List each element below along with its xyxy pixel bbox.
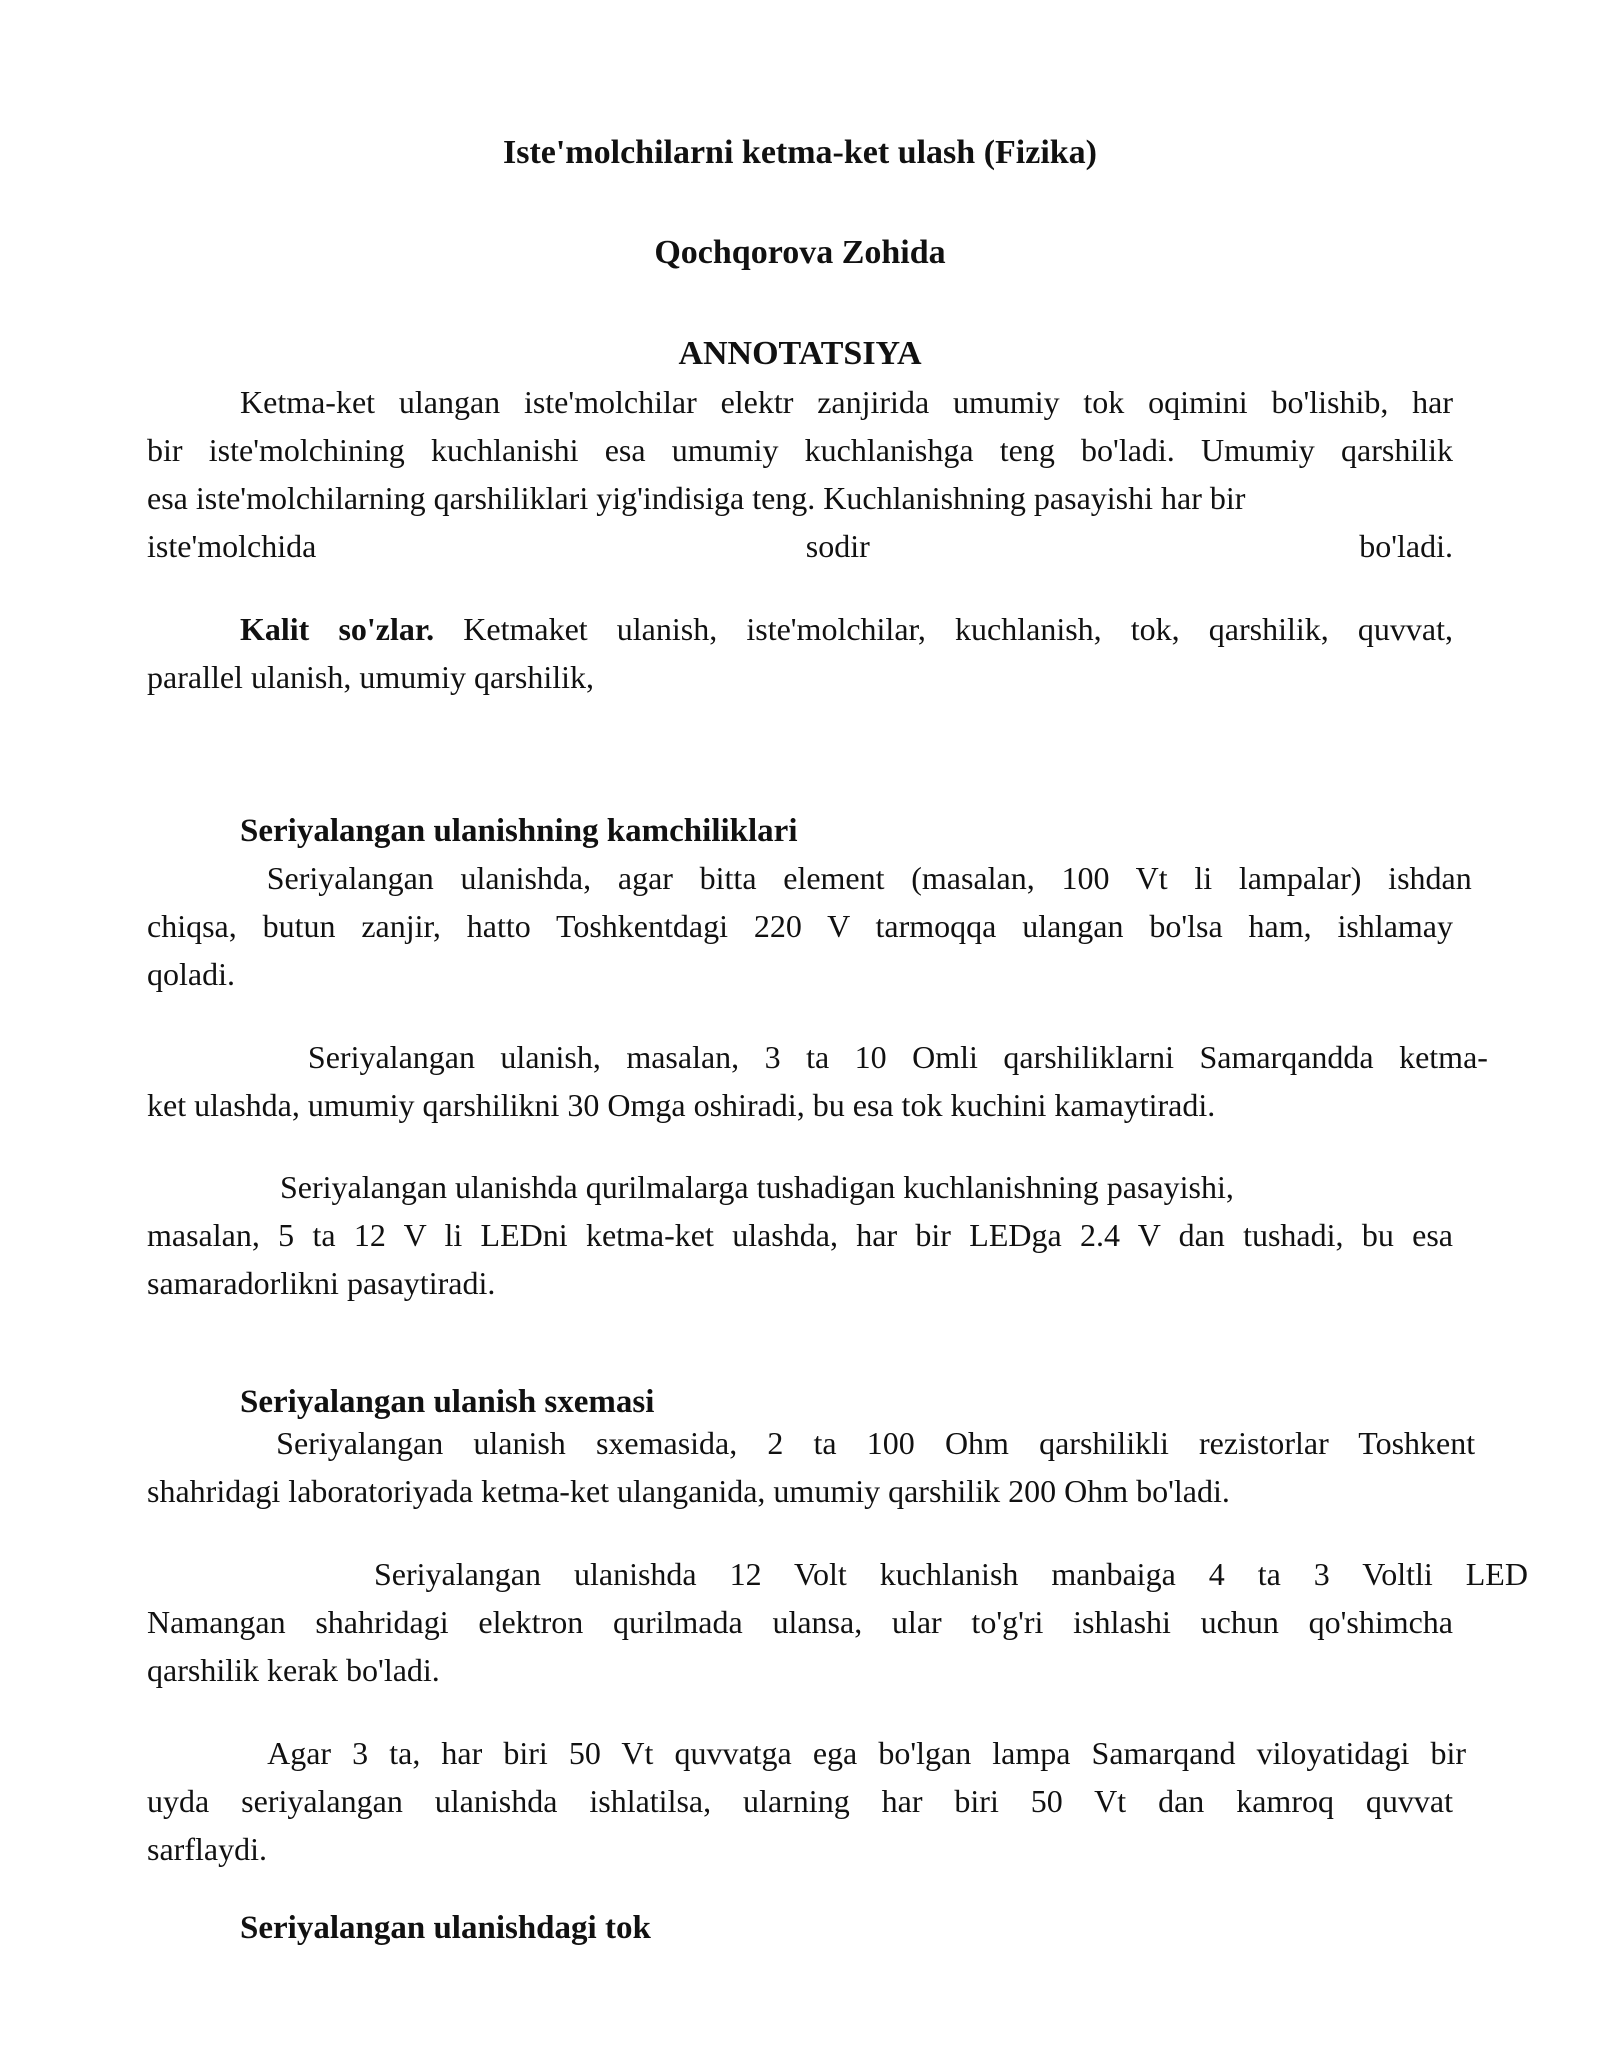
text-line: chiqsa, butun zanjir, hatto Toshkentdagi 220 V tarmoqqa ulangan bo'lsa ham, ishlamay xyxy=(147,908,1453,944)
abstract-paragraph xyxy=(147,378,1453,570)
text-line: shahridagi laboratoriyada ketma-ket ulanganida, umumiy qarshilik 200 Ohm bo'ladi. xyxy=(147,1473,1230,1509)
text-line: uyda seriyalangan ulanishda ishlatilsa, ularning har biri 50 Vt dan kamroq quvvat xyxy=(147,1783,1453,1819)
keywords-text: Ketmaket ulanish, iste'molchilar, kuchlanish, tok, qarshilik, quvvat, xyxy=(434,611,1454,647)
section-heading: Seriyalangan ulanish sxemasi xyxy=(240,1384,655,1420)
section-heading: Seriyalangan ulanishdagi tok xyxy=(240,1910,651,1946)
text-line: Seriyalangan ulanish sxemasida, 2 ta 100 Ohm qarshilikli rezistorlar Toshkent xyxy=(246,1425,1476,1461)
section1-paragraph-3 xyxy=(147,1163,1453,1307)
text-line: qarshilik kerak bo'ladi. xyxy=(147,1652,440,1688)
author-name: Qochqorova Zohida xyxy=(654,234,946,271)
section2-paragraph-1 xyxy=(147,1419,1476,1515)
text-line: Seriyalangan ulanishda 12 Volt kuchlanish manbaiga 4 ta 3 Voltli LED xyxy=(275,1556,1528,1592)
abstract-line: bir iste'molchining kuchlanishi esa umumiy kuchlanishga teng bo'ladi. Umumiy qarshilik xyxy=(147,432,1453,468)
section1-paragraph-1 xyxy=(147,854,1472,998)
abstract-line: esa iste'molchilarning qarshiliklari yig'indisiga teng. Kuchlanishning pasayishi har bir xyxy=(147,480,1246,516)
abstract-heading: ANNOTATSIYA xyxy=(678,335,922,372)
text-line: ket ulashda, umumiy qarshilikni 30 Omga oshiradi, bu esa tok kuchini kamaytiradi. xyxy=(147,1087,1216,1123)
document-title: Iste'molchilarni ketma-ket ulash (Fizika) xyxy=(502,134,1098,171)
section2-paragraph-2 xyxy=(147,1550,1528,1694)
abstract-word: bo'ladi. xyxy=(1359,528,1453,564)
keywords-label: Kalit so'zlar. xyxy=(240,611,435,647)
section2-paragraph-3 xyxy=(147,1729,1467,1873)
text-line: sarflaydi. xyxy=(147,1831,267,1867)
section1-paragraph-2 xyxy=(147,1033,1488,1129)
text-line: Seriyalangan ulanishda, agar bitta element (masalan, 100 Vt li lampalar) ishdan xyxy=(240,860,1472,896)
text-line: samaradorlikni pasaytiradi. xyxy=(147,1265,496,1301)
keywords-paragraph xyxy=(147,605,1453,701)
text-line: qoladi. xyxy=(147,956,235,992)
abstract-last-line xyxy=(147,522,1453,570)
keywords-line xyxy=(147,605,1453,653)
section-heading: Seriyalangan ulanishning kamchiliklari xyxy=(240,813,798,849)
text-line: Seriyalangan ulanishda qurilmalarga tushadigan kuchlanishning pasayishi, xyxy=(264,1169,1234,1205)
abstract-word: iste'molchida xyxy=(147,528,317,564)
abstract-line: Ketma-ket ulangan iste'molchilar elektr zanjirida umumiy tok oqimini bo'lishib, har xyxy=(240,384,1453,420)
text-line: masalan, 5 ta 12 V li LEDni ketma-ket ulashda, har bir LEDga 2.4 V dan tushadi, bu esa xyxy=(147,1217,1453,1253)
text-line: Seriyalangan ulanish, masalan, 3 ta 10 Omli qarshiliklarni Samarqandda ketma- xyxy=(257,1039,1488,1075)
abstract-word: sodir xyxy=(805,528,870,564)
text-line: Namangan shahridagi elektron qurilmada ulansa, ular to'g'ri ishlashi uchun qo'shimcha xyxy=(147,1604,1453,1640)
keywords-line: parallel ulanish, umumiy qarshilik, xyxy=(147,659,595,695)
text-line: Agar 3 ta, har biri 50 Vt quvvatga ega bo'lgan lampa Samarqand viloyatidagi bir xyxy=(246,1735,1467,1771)
